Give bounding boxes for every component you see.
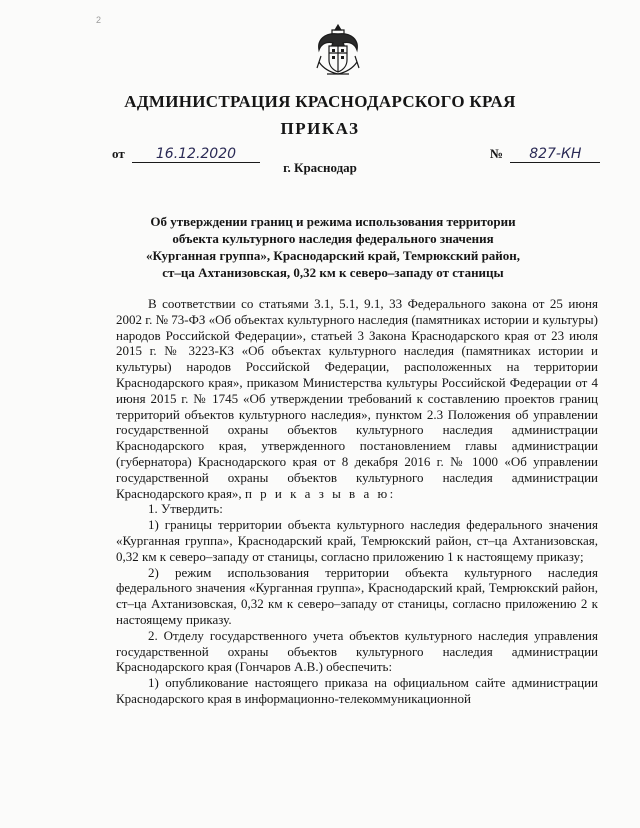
order-word: п р и к а з ы в а ю:: [244, 485, 396, 501]
subject-line: ст–ца Ахтанизовская, 0,32 км к северо–западу от станицы: [162, 265, 504, 280]
document-body: [116, 296, 598, 707]
subject-line: Об утверждении границ и режима использования территории: [150, 214, 516, 229]
item-2: 2. Отделу государственного учета объектов культурного наследия управления государственной охраны объектов культурного наследия администрации Краснодарского края (Гончаров А.В.) обеспечить:: [116, 627, 598, 675]
organization-title: АДМИНИСТРАЦИЯ КРАСНОДАРСКОГО КРАЯ: [124, 92, 516, 111]
page-mark: 2: [96, 15, 102, 25]
subject-line: «Курганная группа», Краснодарский край, Темрюкский район,: [145, 248, 521, 263]
item-1-2: 2) режим использования территории объекта культурного наследия федерального значения «Курганная группа», Краснодарский край, Темрюкский район, ст–ца Ахтанизовская, 0,32 км к северо–западу от станицы, согласно приложению 2 к настоящему приказу.: [116, 564, 598, 627]
item-2-1: 1) опубликование настоящего приказа на официальном сайте администрации Краснодарского края в информационно-телекоммуникационной: [116, 675, 598, 706]
date-value: 16.12.2020: [132, 146, 260, 163]
city: г. Краснодар: [283, 160, 357, 175]
krasnodar-coat-of-arms-icon: [313, 22, 363, 80]
item-1-1: 1) границы территории объекта культурного наследия федерального значения «Курганная группа», Краснодарский край, Темрюкский район, ст–ца Ахтанизовская, 0,32 км к северо–западу от станицы, согласно приложению 1 к настоящему приказу;: [116, 517, 598, 564]
number-value: 827-КН: [510, 146, 600, 163]
number-label: №: [490, 146, 504, 161]
item-1: 1. Утвердить:: [148, 501, 223, 517]
subject-line: объекта культурного наследия федерального значения: [172, 231, 494, 246]
preamble-paragraph: [116, 296, 598, 501]
date-label: от: [112, 146, 125, 161]
document-type: ПРИКАЗ: [280, 119, 360, 138]
document-subject: [118, 213, 548, 281]
preamble-text: В соответствии со статьями 3.1, 5.1, 9.1, 33 Федерального закона от 25 июня 2002 г. № 73-ФЗ «Об объектах культурного наследия (памятниках истории и культуры) народов Российской Федерации», статьей 3 Закона Краснодарского края от 23 июля 2015 г. № 3223-КЗ «Об объектах культурного наследия (памятниках истории и культуры) народов Российской Федерации, расположенных на территории Краснодарского края», приказом Министерства культуры Российской Федерации от 4 июня 2015 г. № 1745 «Об утверждении требований к составлению проектов границ территорий объектов культурного наследия», пунктом 2.3 Положения об управлении государственной охраны объектов культурного наследия администрации Краснодарского края, утвержденного постановлением главы администрации (губернатора) Краснодарского края от 8 декабря 2016 г. № 1000 «Об управлении государственной охраны объектов культурного наследия администрации Краснодарского края»,: [116, 296, 598, 501]
